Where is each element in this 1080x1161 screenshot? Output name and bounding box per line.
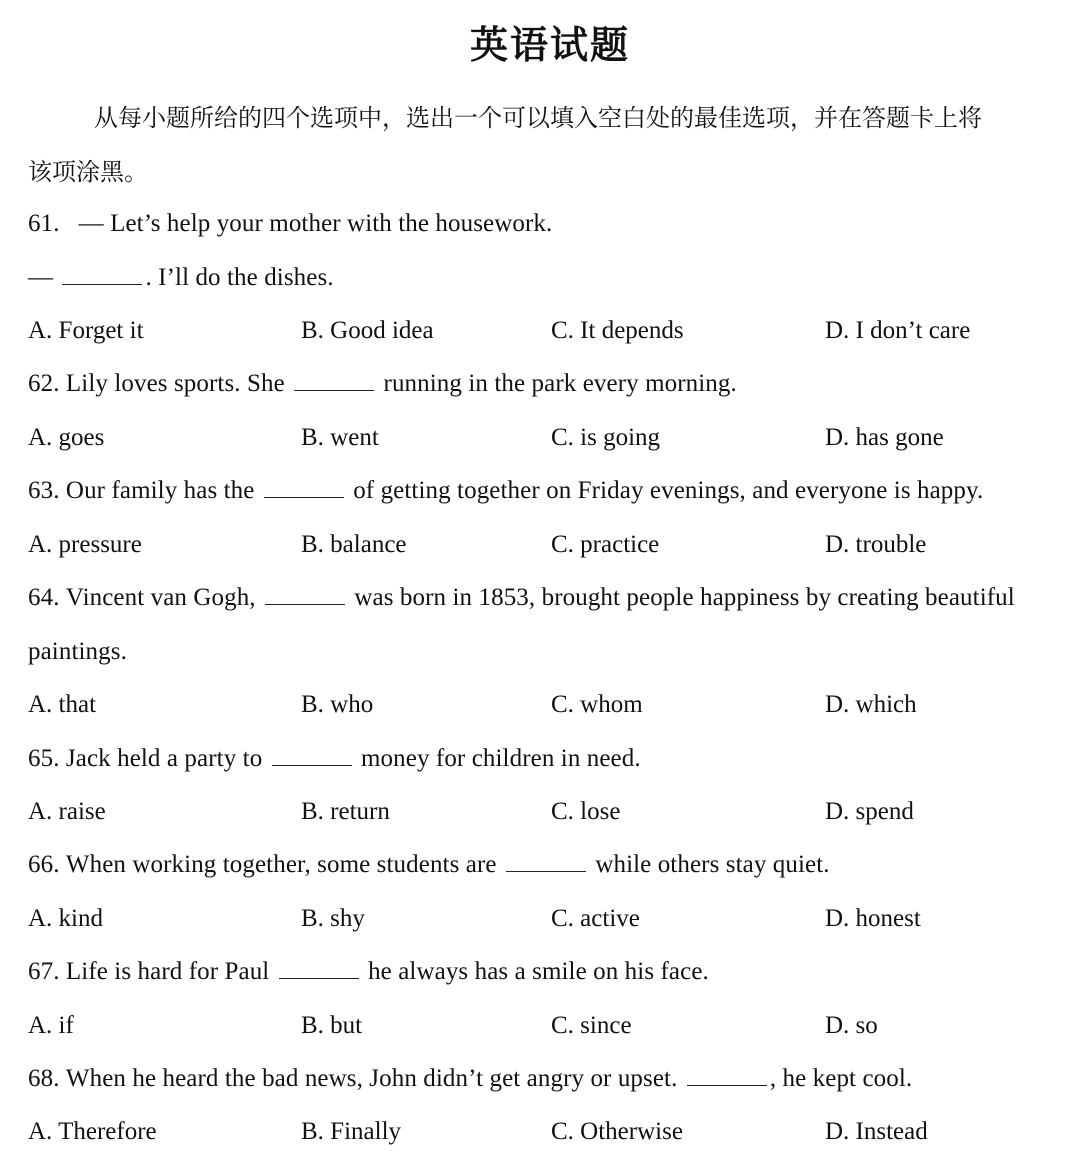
question-64-stem xyxy=(28,583,1078,613)
question-number: 61. xyxy=(28,210,60,237)
option-c[interactable]: C. is going xyxy=(551,424,661,451)
answer-blank xyxy=(272,745,352,766)
question-text: while others stay quiet. xyxy=(595,851,830,878)
option-d[interactable]: D. Instead xyxy=(825,1118,928,1145)
question-number: 66. xyxy=(28,851,60,878)
question-number: 64. xyxy=(28,584,60,611)
option-b[interactable]: B. Finally xyxy=(301,1118,402,1145)
option-c[interactable]: C. Otherwise xyxy=(551,1118,683,1145)
question-text: , he kept cool. xyxy=(769,1065,913,1092)
option-d[interactable]: D. honest xyxy=(825,905,921,932)
option-a[interactable]: A. pressure xyxy=(28,531,142,558)
option-d[interactable]: D. which xyxy=(825,691,917,718)
option-a[interactable]: A. raise xyxy=(28,798,106,825)
answer-blank xyxy=(62,264,142,285)
question-text: When working together, some students are xyxy=(65,851,497,878)
option-a[interactable]: A. kind xyxy=(28,905,103,932)
option-c[interactable]: C. since xyxy=(551,1012,632,1039)
question-number: 62. xyxy=(28,370,60,397)
answer-blank xyxy=(265,584,345,605)
question-text: Jack held a party to xyxy=(65,745,263,772)
option-d[interactable]: D. I don’t care xyxy=(825,317,971,344)
option-b[interactable]: B. but xyxy=(301,1012,363,1039)
question-text: Lily loves sports. She xyxy=(65,370,285,397)
question-number: 68. xyxy=(28,1065,60,1092)
answer-blank xyxy=(687,1065,767,1086)
option-d[interactable]: D. has gone xyxy=(825,424,944,451)
option-d[interactable]: D. spend xyxy=(825,798,914,825)
option-b[interactable]: B. shy xyxy=(301,905,365,932)
option-c[interactable]: C. active xyxy=(551,905,640,932)
question-text: When he heard the bad news, John didn’t get angry or upset. xyxy=(65,1065,678,1092)
option-a[interactable]: A. that xyxy=(28,691,97,718)
instructions-line-2: 该项涂黑。 xyxy=(28,158,148,186)
answer-blank xyxy=(294,370,374,391)
question-63-stem xyxy=(28,476,1078,506)
answer-blank xyxy=(264,477,344,498)
dialogue-dash: — xyxy=(28,264,54,291)
answer-blank xyxy=(279,958,359,979)
question-text: . I’ll do the dishes. xyxy=(145,264,334,291)
option-d[interactable]: D. trouble xyxy=(825,531,927,558)
question-61-reply xyxy=(28,263,1078,293)
question-number: 65. xyxy=(28,745,60,772)
option-c[interactable]: C. whom xyxy=(551,691,643,718)
question-text: Vincent van Gogh, xyxy=(65,584,256,611)
option-a[interactable]: A. Therefore xyxy=(28,1118,157,1145)
question-text: paintings. xyxy=(28,638,127,665)
question-text: money for children in need. xyxy=(361,745,641,772)
option-a[interactable]: A. if xyxy=(28,1012,74,1039)
question-66-stem xyxy=(28,850,1078,880)
question-text: — Let’s help your mother with the housework. xyxy=(78,210,553,237)
question-61-stem xyxy=(28,209,1078,239)
instructions-line-1: 从每小题所给的四个选项中，选出一个可以填入空白处的最佳选项，并在答题卡上将 xyxy=(94,104,982,132)
option-d[interactable]: D. so xyxy=(825,1012,878,1039)
question-62-stem xyxy=(28,369,1078,399)
answer-blank xyxy=(506,851,586,872)
option-b[interactable]: B. balance xyxy=(301,531,407,558)
option-b[interactable]: B. who xyxy=(301,691,374,718)
option-b[interactable]: B. Good idea xyxy=(301,317,434,344)
question-text: of getting together on Friday evenings, and everyone is happy. xyxy=(353,477,984,504)
question-67-stem xyxy=(28,957,1078,987)
question-text: running in the park every morning. xyxy=(383,370,737,397)
question-68-stem xyxy=(28,1064,1078,1094)
option-a[interactable]: A. goes xyxy=(28,424,105,451)
question-text: Our family has the xyxy=(65,477,255,504)
question-64-stem-continued xyxy=(28,637,1078,667)
option-c[interactable]: C. practice xyxy=(551,531,660,558)
question-number: 67. xyxy=(28,958,60,985)
option-b[interactable]: B. went xyxy=(301,424,379,451)
option-c[interactable]: C. lose xyxy=(551,798,621,825)
question-number: 63. xyxy=(28,477,60,504)
option-c[interactable]: C. It depends xyxy=(551,317,684,344)
question-text: Life is hard for Paul xyxy=(65,958,270,985)
option-a[interactable]: A. Forget it xyxy=(28,317,144,344)
question-65-stem xyxy=(28,744,1078,774)
page-title: 英语试题 xyxy=(469,23,630,67)
option-b[interactable]: B. return xyxy=(301,798,390,825)
question-text: was born in 1853, brought people happiness by creating beautiful xyxy=(354,584,1015,611)
question-text: he always has a smile on his face. xyxy=(368,958,709,985)
